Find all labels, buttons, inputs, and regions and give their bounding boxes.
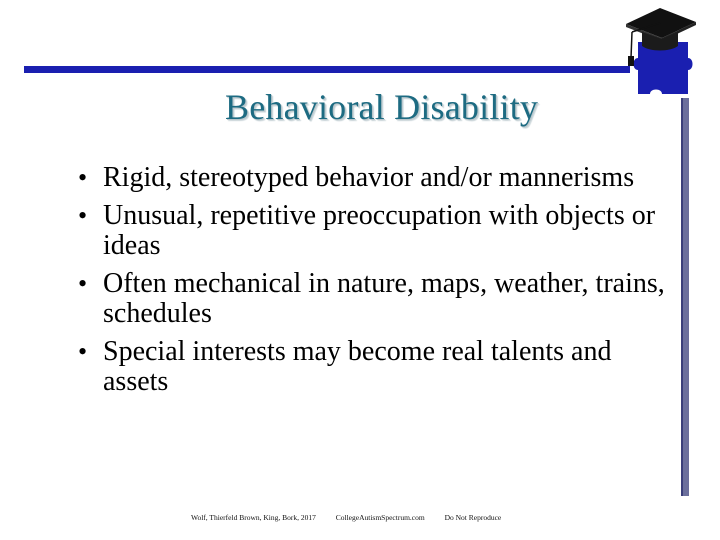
bullet-icon: • bbox=[78, 201, 88, 230]
footer bbox=[191, 513, 519, 522]
graduation-cap-puzzle-icon bbox=[618, 2, 702, 102]
footer-authors: Wolf, Thierfeld Brown, King, Bork, 2017 bbox=[191, 513, 316, 522]
bullet-text: Unusual, repetitive preoccupation with objects or ideas bbox=[103, 200, 656, 261]
right-rule bbox=[681, 98, 689, 496]
footer-site: CollegeAutismSpectrum.com bbox=[335, 513, 425, 522]
bullet-icon: • bbox=[78, 337, 88, 366]
bullet-icon: • bbox=[78, 269, 88, 298]
top-rule bbox=[24, 66, 630, 73]
bullet-item bbox=[74, 163, 674, 193]
bullet-text: Rigid, stereotyped behavior and/or mannerisms bbox=[103, 162, 635, 193]
bullet-text: Often mechanical in nature, maps, weather, trains, schedules bbox=[103, 268, 665, 329]
cap-board-shape bbox=[626, 8, 696, 38]
bullet-icon: • bbox=[78, 163, 88, 192]
footer-notice: Do Not Reproduce bbox=[444, 513, 502, 522]
bullet-text: Special interests may become real talents and assets bbox=[103, 336, 612, 397]
bullet-item bbox=[74, 337, 674, 397]
bullet-item bbox=[74, 269, 674, 329]
bullet-list bbox=[74, 163, 674, 405]
bullet-item bbox=[74, 201, 674, 261]
slide-title: Behavioral Disability bbox=[225, 87, 539, 127]
